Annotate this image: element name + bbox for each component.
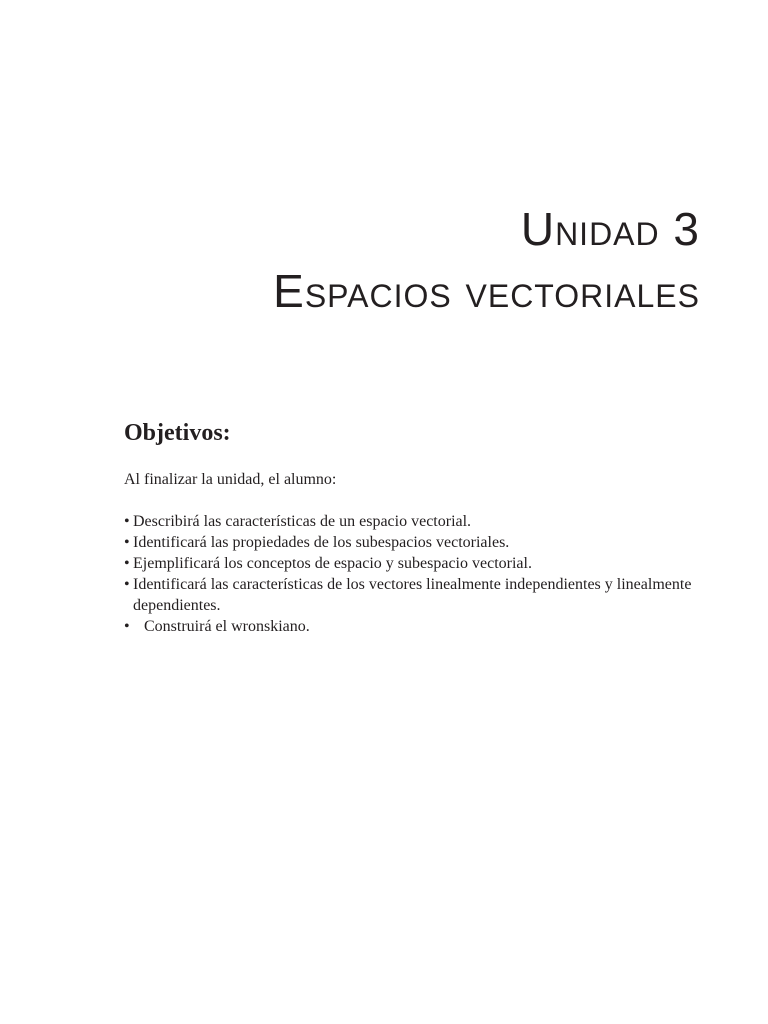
bullet-icon: • — [124, 618, 130, 635]
list-item-text: Identificará las características de los vectores linealmente independientes y linealmente dependientes. — [133, 576, 692, 614]
list-item — [124, 553, 704, 574]
list-item-text: Construirá el wronskiano. — [144, 618, 310, 635]
bullet-icon: • — [124, 534, 130, 551]
bullet-icon: • — [124, 555, 130, 572]
objectives-heading: Objetivos: — [124, 420, 231, 446]
bullet-icon: • — [124, 513, 130, 530]
list-item-text: Identificará las propiedades de los subespacios vectoriales. — [133, 534, 510, 551]
list-item — [124, 511, 704, 532]
chapter-title: Espacios vectoriales — [273, 265, 700, 317]
list-item — [124, 574, 704, 616]
list-item — [124, 616, 704, 637]
bullet-icon: • — [124, 576, 130, 593]
objectives-section — [124, 416, 704, 637]
objectives-intro: Al finalizar la unidad, el alumno: — [124, 471, 337, 488]
list-item-text: Describirá las características de un espacio vectorial. — [133, 513, 472, 530]
list-item-text: Ejemplificará los conceptos de espacio y subespacio vectorial. — [133, 555, 532, 572]
objectives-list — [124, 511, 704, 637]
chapter-heading — [273, 198, 700, 322]
list-item — [124, 532, 704, 553]
unit-label: Unidad 3 — [520, 203, 700, 255]
